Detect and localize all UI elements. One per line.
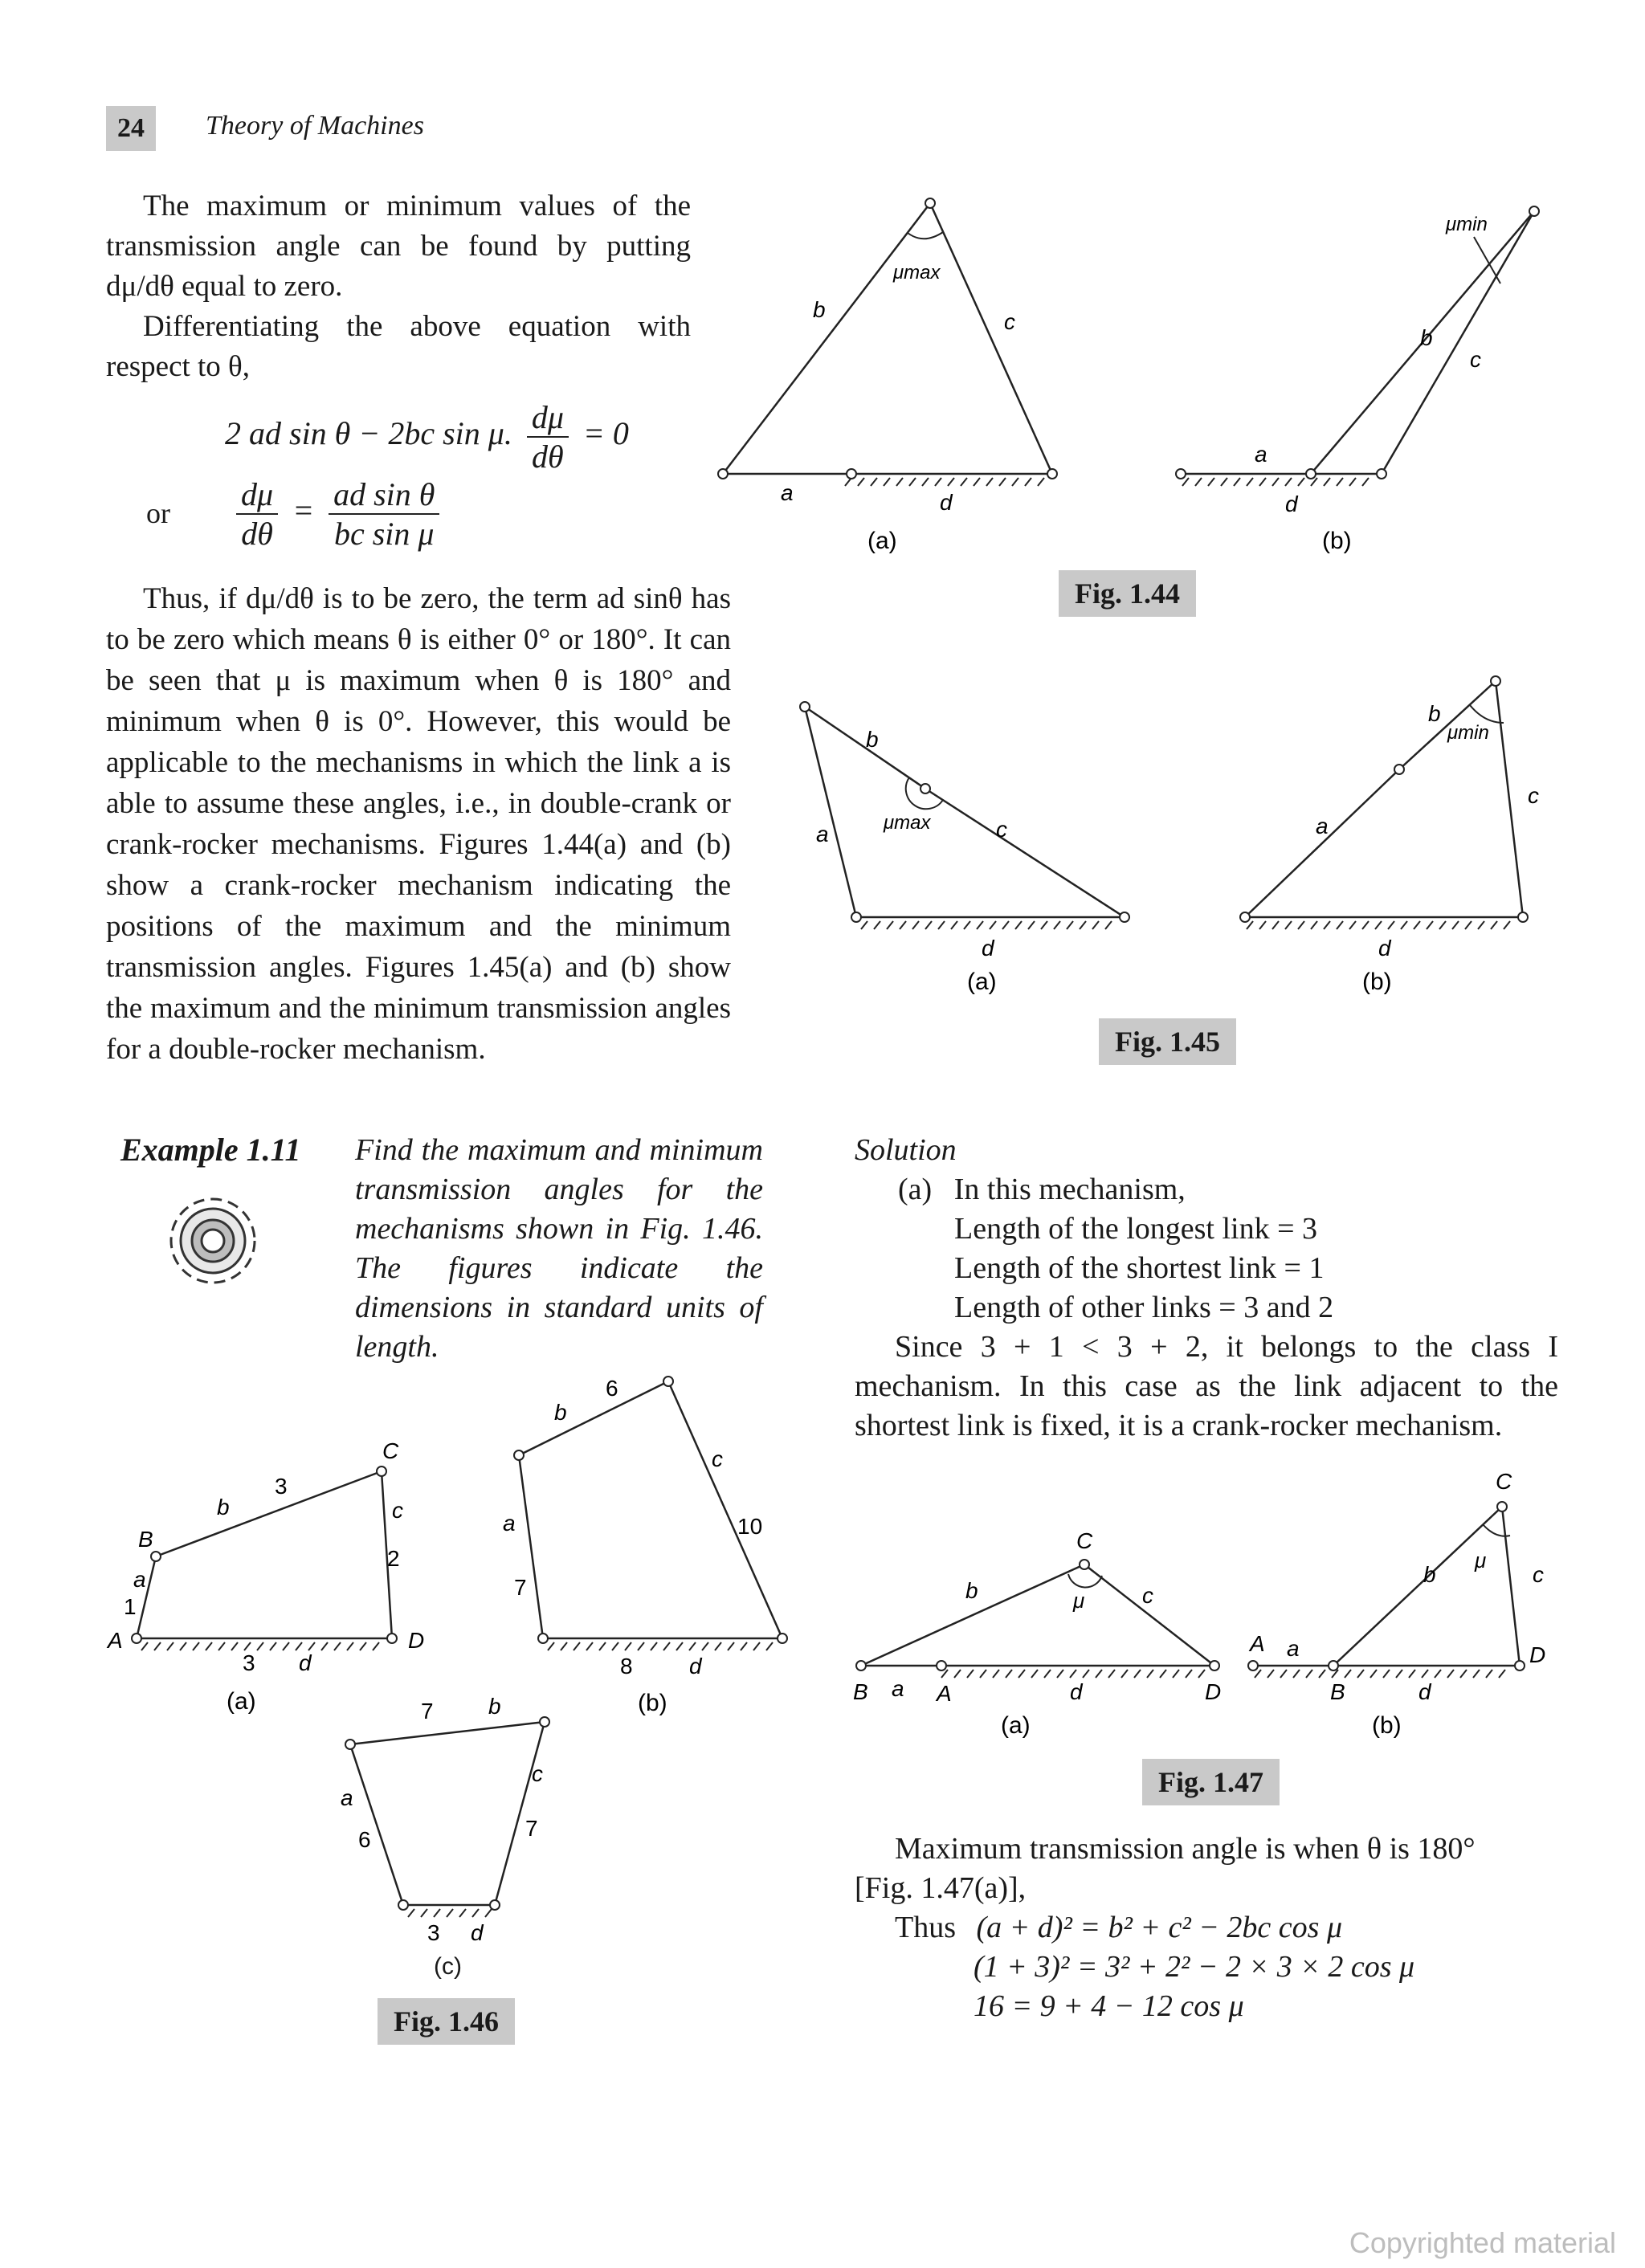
fig46b-label-c: c [712,1446,723,1471]
fig46a-label-D: D [408,1628,425,1653]
fig46c-label-3: 3 [427,1920,440,1945]
fig-1-44-a [707,181,1076,558]
eq1-numerator: dμ [527,398,569,438]
fig-1-45-a [771,691,1141,1012]
fig47a-label-C: C [1076,1528,1093,1553]
fig47b-label-a: a [1287,1636,1300,1661]
eq1-left: 2 ad sin θ − 2bc sin μ. [225,415,512,452]
eq2-left-numerator: dμ [236,475,278,515]
gear-icon [153,1181,273,1301]
fig46a-label-a: a [133,1567,146,1592]
fig46b-sublabel: (b) [638,1690,667,1716]
fig46b-label-a: a [503,1511,516,1536]
fig44b-label-b: b [1420,325,1433,350]
fig47b-label-c: c [1533,1562,1544,1587]
fig45a-label-c: c [996,817,1007,842]
fig45b-label-mu-min: μmin [1447,722,1489,744]
equation-b: (1 + 3)² = 3² + 2² − 2 × 3 × 2 cos μ [974,1950,1415,1984]
fig46a-label-A: A [108,1628,123,1653]
fig46a-label-d: d [299,1650,312,1675]
fig-1-44-b [1165,181,1566,558]
fig-1-47-caption: Fig. 1.47 [1142,1759,1280,1805]
fig47b-label-mu: μ [1475,1548,1487,1573]
thus-word: Thus [895,1911,956,1944]
eq2-equals: = [292,492,315,529]
fig44a-sublabel: (a) [867,528,897,554]
fig46a-label-c: c [392,1498,403,1523]
solution-since: Since 3 + 1 < 3 + 2, it belongs to the class I mechanism. In this case as the link adjacent to the shortest link is fixed, it is a crank-rocker mechanism. [855,1330,1558,1442]
equation-c: 16 = 9 + 4 − 12 cos μ [974,1989,1244,2023]
fig44a-label-d: d [940,490,953,515]
fig46b-label-7: 7 [514,1575,527,1600]
max-angle-line: Maximum transmission angle is when θ is 180° [895,1832,1476,1866]
thus-line [855,1908,1558,1948]
fig45b-label-b: b [1428,701,1441,726]
fig45b-label-d: d [1378,936,1391,961]
running-title: Theory of Machines [206,111,424,141]
fig47b-label-d: d [1418,1679,1431,1704]
fig46c-label-6: 6 [358,1827,371,1852]
fig-1-44-caption: Fig. 1.44 [1059,570,1196,617]
body-text [106,578,731,1070]
or-label: or [146,497,170,529]
fig46c-label-7c: 7 [525,1816,538,1841]
fig47b-label-D: D [1529,1642,1546,1667]
fig44b-label-d: d [1285,492,1298,516]
fig45b-label-c: c [1528,783,1539,808]
fig47a-label-A: A [937,1681,952,1706]
solution-item-a-text: In this mechanism, [953,1173,1186,1206]
fig46c-label-a: a [341,1785,353,1810]
eq2-right-fraction [329,475,439,553]
fig45a-label-a: a [816,822,829,846]
fig46c-label-7b: 7 [421,1699,434,1723]
equation-a: (a + d)² = b² + c² − 2bc cos μ [976,1911,1343,1944]
fig44b-label-c: c [1470,347,1481,372]
fig46a-label-2: 2 [387,1546,400,1571]
eq2-left-fraction [236,475,278,553]
fig-1-45-caption: Fig. 1.45 [1099,1018,1236,1065]
fig46b-label-10: 10 [737,1514,763,1539]
fig46a-label-3b: 3 [275,1474,288,1499]
fig-1-45-b [1229,659,1566,1012]
eq2-right-numerator: ad sin θ [329,475,439,515]
fig-1-47-b [1237,1462,1574,1743]
fig44a-label-mu-max: μmax [893,262,941,284]
differentiation-paragraph: Differentiating the above equation with respect to θ, [106,310,691,383]
fig44b-sublabel: (b) [1322,528,1352,554]
fig46c-label-d: d [471,1920,484,1945]
fig47b-sublabel: (b) [1372,1712,1402,1739]
fig44b-label-a: a [1255,442,1267,467]
fig-1-46-c [321,1679,562,1968]
fig46c-sublabel: (c) [434,1953,462,1980]
fig45a-label-d: d [982,936,994,961]
fig44a-label-b: b [813,297,826,322]
fig45b-sublabel: (b) [1362,969,1392,995]
fig47a-label-d: d [1070,1679,1083,1704]
solution-other: Length of other links = 3 and 2 [954,1291,1334,1324]
solution-item-a [855,1170,1558,1209]
fig46a-label-C: C [382,1438,399,1463]
eq2-left-denominator: dθ [241,516,273,552]
solution-block [855,1131,1558,1446]
fig46b-label-6: 6 [606,1376,618,1401]
fig46a-label-b: b [217,1495,230,1519]
equation-1 [225,398,629,475]
example-title: Example 1.11 [120,1132,301,1168]
fig44b-label-mu-min: μmin [1446,214,1488,235]
fig46c-label-c: c [532,1761,543,1786]
fig46b-label-d: d [689,1654,702,1679]
fig45a-sublabel: (a) [967,969,997,995]
fig47a-label-D: D [1205,1679,1222,1704]
eq1-denominator: dθ [532,439,564,475]
solution-shortest: Length of the shortest link = 1 [954,1251,1325,1285]
fig47b-label-b: b [1423,1562,1436,1587]
fig46a-label-1: 1 [124,1594,137,1619]
fig47a-label-b: b [965,1578,978,1603]
fig46a-sublabel: (a) [227,1688,256,1715]
fig47a-sublabel: (a) [1001,1712,1031,1739]
solution-heading: Solution [855,1133,957,1167]
fig47b-label-B: B [1330,1679,1345,1704]
eq1-right: = 0 [582,415,629,452]
fig47a-label-mu: μ [1073,1589,1085,1613]
fig-1-47-a [843,1518,1245,1743]
max-angle-ref: [Fig. 1.47(a)], [855,1871,1027,1905]
eq2-right-denominator: bc sin μ [333,516,435,552]
solution-item-a-label: (a) [898,1173,933,1206]
solution-longest: Length of the longest link = 3 [954,1212,1318,1246]
fig-1-46-caption: Fig. 1.46 [378,1998,515,2045]
example-text: Find the maximum and minimum transmission angles for the mechanisms shown in Fig. 1.46. The figures indicate the dimensions in standard units of length. [355,1133,763,1364]
fig47b-label-A: A [1250,1631,1265,1656]
intro-paragraph: The maximum or minimum values of the transmission angle can be found by putting dμ/dθ equal to zero. [106,190,691,303]
fig47a-label-B: B [853,1679,868,1704]
solution-continued [855,1829,1558,2026]
fig46a-label-B: B [138,1527,153,1552]
equation-2 [230,475,446,553]
fig46b-label-8: 8 [620,1654,633,1679]
fig47a-label-a: a [892,1676,904,1701]
intro-text [106,186,691,387]
fig44a-label-a: a [781,480,794,505]
fig46a-label-3d: 3 [243,1650,255,1675]
eq1-fraction [527,398,569,475]
fig46b-label-b: b [554,1400,567,1425]
fig45a-label-b: b [866,727,879,752]
page-number: 24 [106,106,156,151]
fig45a-label-mu-max: μmax [884,812,931,834]
fig45b-label-a: a [1316,814,1329,838]
copyright-watermark: Copyrighted material [1349,2226,1616,2259]
fig46c-label-b: b [488,1694,501,1719]
body-paragraph: Thus, if dμ/dθ is to be zero, the term ad sinθ has to be zero which means θ is either 0° or 180°. It can be seen that μ is maximum when θ is 180° and minimum when θ is 0°. However, this would be applicable to the mechanisms in which the link a is able to assume these angles, i.e., in double-crank or crank-rocker mechanisms. Figures 1.44(a) and (b) show a crank-rocker mechanism indicating the positions of the maximum and the minimum transmission angles. Figures 1.45(a) and (b) show the maximum and the minimum transmission angles for a double-rocker mechanism. [106,582,731,1066]
fig47b-label-C: C [1496,1469,1512,1494]
fig44a-label-c: c [1004,309,1015,334]
fig47a-label-c: c [1142,1583,1153,1608]
